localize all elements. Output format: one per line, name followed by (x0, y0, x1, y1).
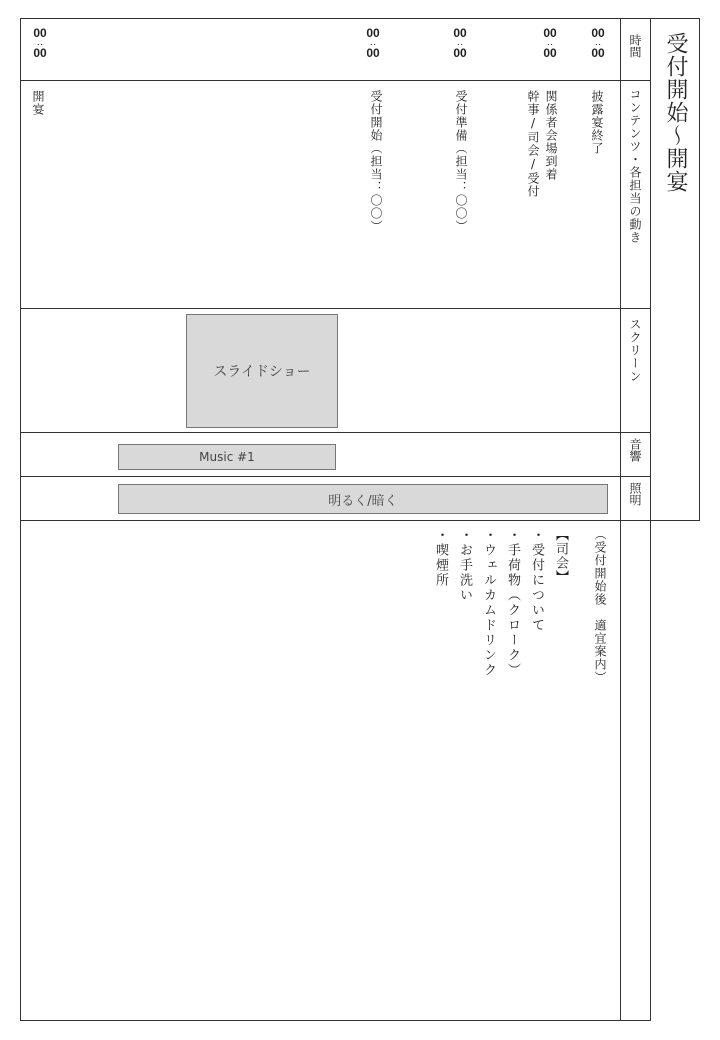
label-contents: コンテンツ・各担当の動き (628, 88, 642, 244)
border-top (20, 18, 700, 19)
note-line-2: 【司会】 (553, 528, 568, 584)
time-4 (358, 27, 388, 59)
label-lighting: 照明 (628, 482, 642, 506)
time-4-hh: 00 (366, 26, 380, 40)
content-reception-end: 披露宴終了 (590, 90, 604, 155)
label-time: 時間 (628, 34, 642, 58)
time-4-sep: ‥ (369, 37, 377, 48)
content-opening: 開宴 (31, 90, 45, 116)
time-2 (535, 27, 565, 59)
note-line-5: ・ウェルカムドリンク (481, 528, 496, 678)
time-2-hh: 00 (543, 26, 557, 40)
time-5-mm: 00 (33, 46, 47, 60)
time-2-sep: ‥ (546, 37, 554, 48)
note-line-6: ・お手洗い (457, 528, 472, 603)
section-title: 受付開始〜開宴 (663, 32, 688, 193)
row-line-contents (20, 308, 651, 309)
note-line-4: ・手荷物（クローク） (505, 528, 520, 678)
time-3-sep: ‥ (456, 37, 464, 48)
lighting-box: 明るく/暗く (118, 484, 608, 514)
time-5-hh: 00 (33, 26, 47, 40)
note-line-1: （受付開始後 適宜案内） (593, 528, 607, 684)
slideshow-box: スライドショー (186, 314, 338, 428)
time-1-sep: ‥ (594, 37, 602, 48)
time-3 (445, 27, 475, 59)
music-box: Music #1 (118, 444, 336, 470)
label-screen: スクリーン (628, 318, 642, 383)
note-line-7: ・喫煙所 (433, 528, 448, 588)
border-bottom (20, 1020, 651, 1021)
row-line-lighting (20, 520, 700, 521)
note-line-3: ・受付について (529, 528, 544, 633)
row-line-time (20, 80, 651, 81)
content-staff-arrival: 関係者会場到着 (544, 90, 558, 181)
border-right-title (699, 18, 700, 520)
time-5 (25, 27, 55, 59)
row-line-screen (20, 432, 651, 433)
row-line-sound (20, 476, 651, 477)
content-staff-roles: 幹事/司会/受付 (526, 90, 540, 198)
time-5-sep: ‥ (36, 37, 44, 48)
time-2-mm: 00 (543, 46, 557, 60)
content-reception-prep: 受付準備（担当：〇〇） (454, 90, 468, 233)
time-3-hh: 00 (453, 26, 467, 40)
time-1-hh: 00 (591, 26, 605, 40)
time-1 (583, 27, 613, 59)
time-3-mm: 00 (453, 46, 467, 60)
time-1-mm: 00 (591, 46, 605, 60)
content-reception-start: 受付開始（担当：〇〇） (369, 90, 383, 233)
time-4-mm: 00 (366, 46, 380, 60)
label-sound: 音響 (628, 438, 642, 462)
